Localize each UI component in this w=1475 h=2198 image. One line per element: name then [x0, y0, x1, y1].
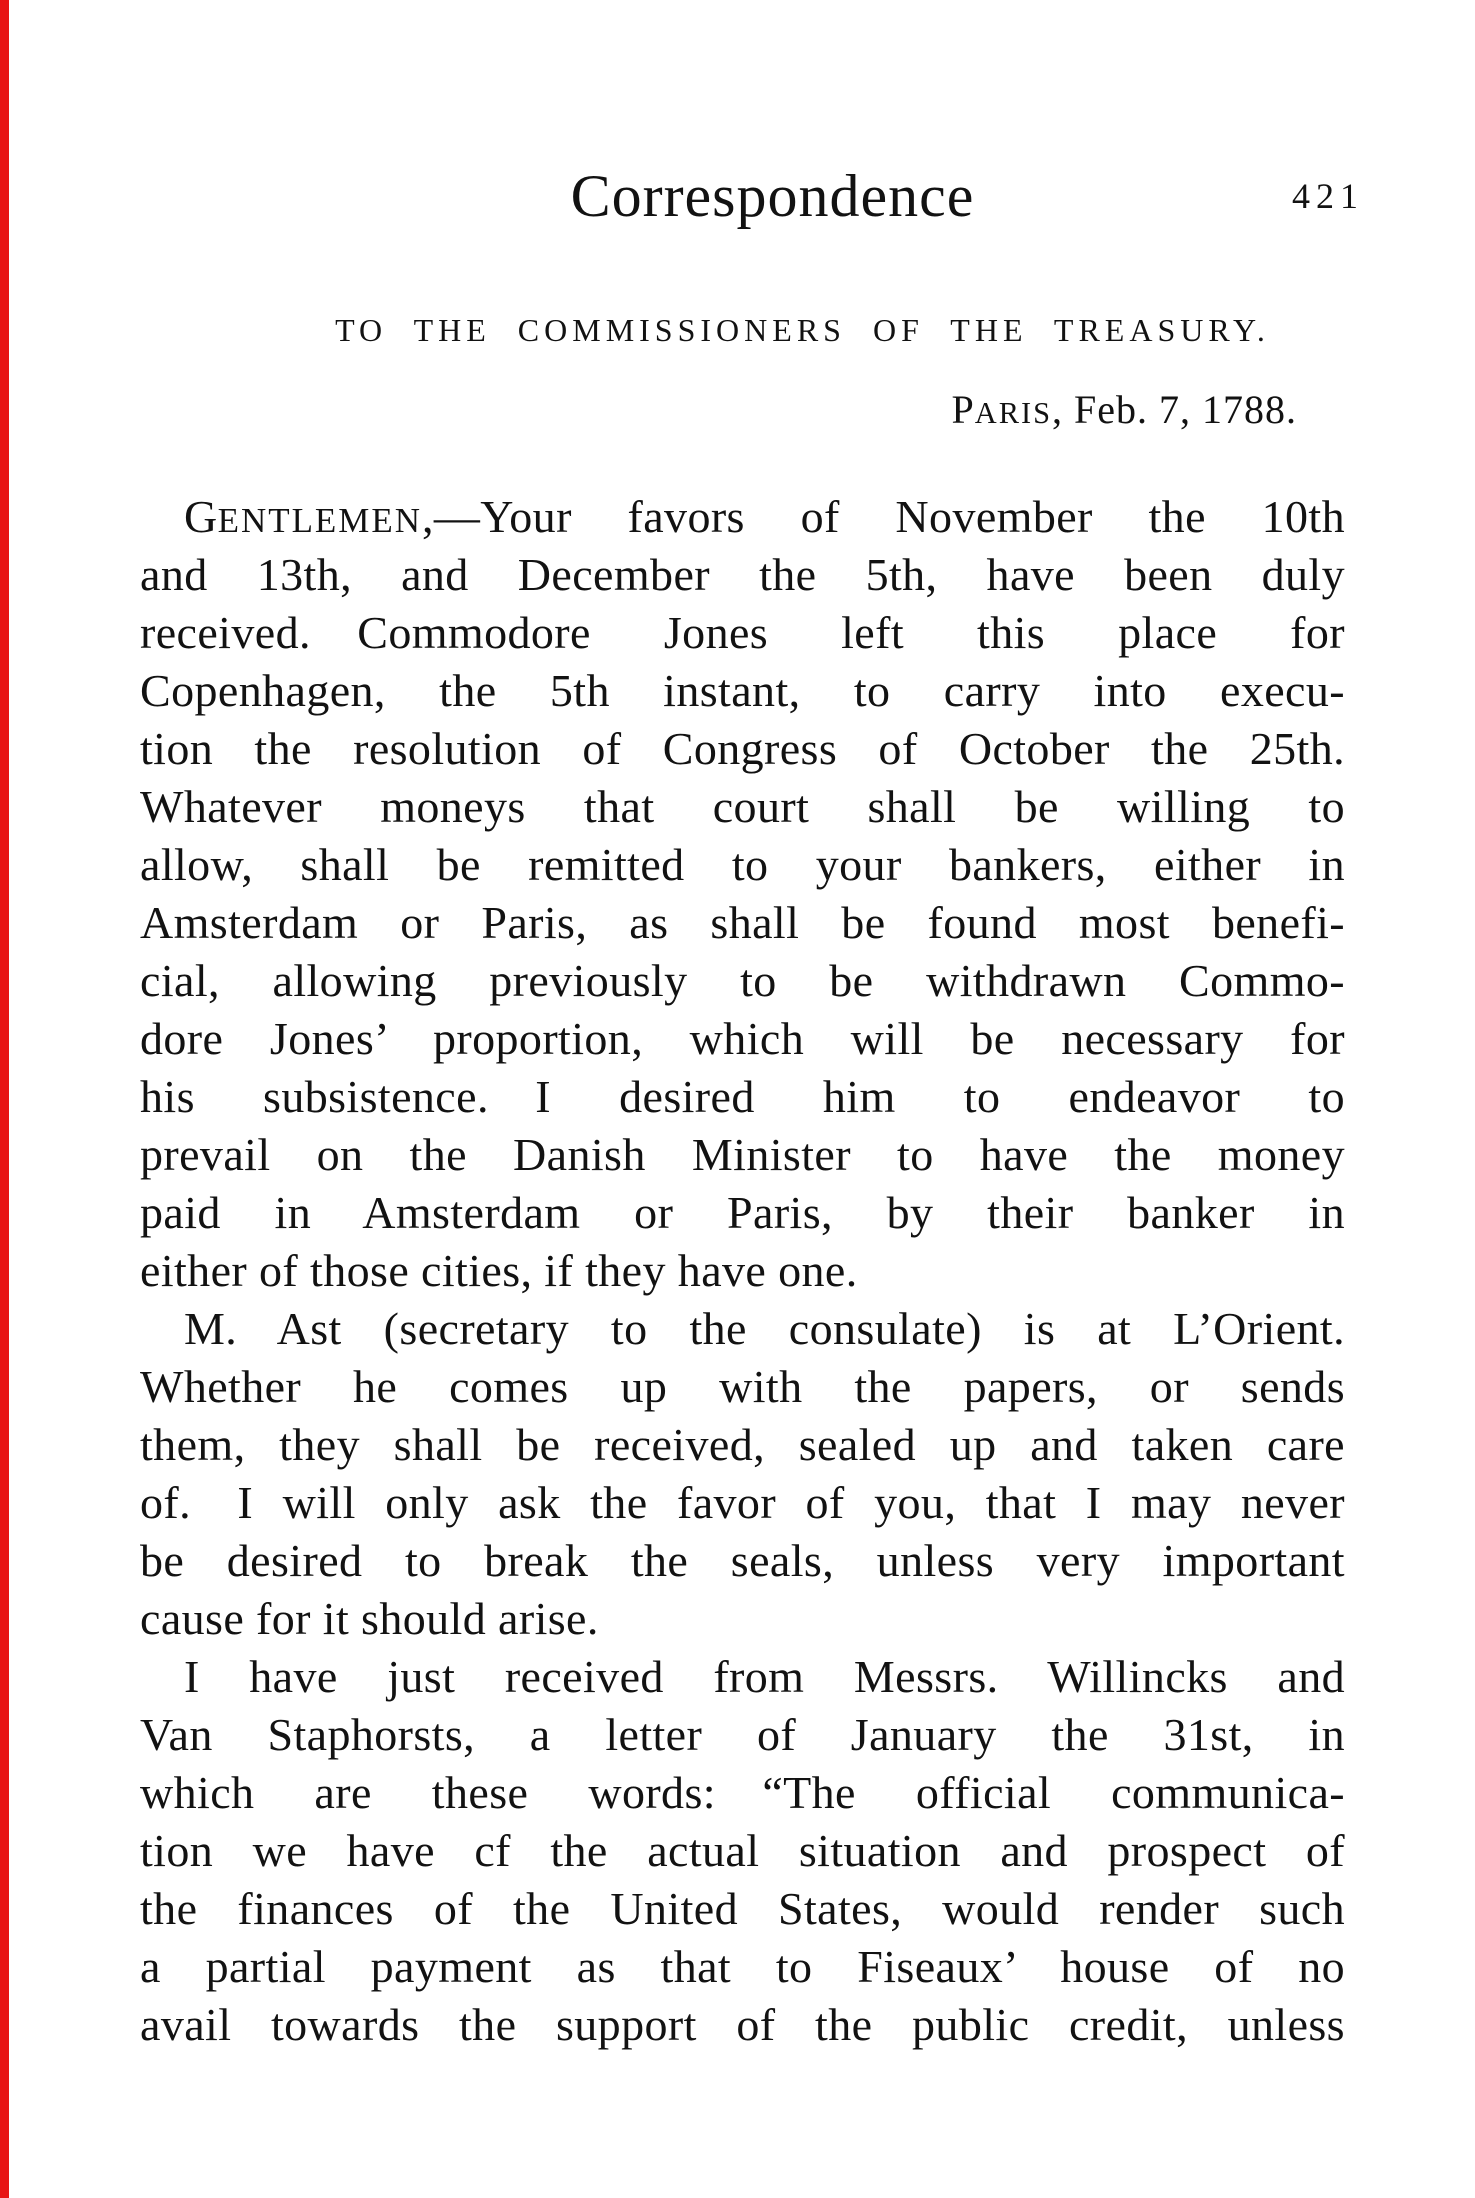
page-number: 421: [1292, 176, 1364, 216]
text-line: Whether he comes up with the papers, or sends: [140, 1361, 1345, 1412]
dateline-place-smallcaps: ARIS: [974, 396, 1052, 430]
scan-edge-red-stripe: [0, 0, 9, 2198]
text-line: cial, allowing previously to be withdrawn Commo-: [140, 955, 1345, 1006]
smallcaps-lead-capital: G: [184, 491, 218, 542]
text-line: Copenhagen, the 5th instant, to carry into execu-: [140, 665, 1345, 716]
text-line: Van Staphorsts, a letter of January the 31st, in: [140, 1709, 1345, 1760]
text-line: Amsterdam or Paris, as shall be found most benefi-: [140, 897, 1345, 948]
paragraph: [140, 1300, 1345, 1648]
page-title: Correspondence: [570, 163, 975, 229]
text-line: cause for it should arise.: [140, 1593, 599, 1644]
letter-heading: TO THE COMMISSIONERS OF THE TREASURY.: [335, 312, 1270, 348]
text-line: I have just received from Messrs. Willincks and: [184, 1651, 1345, 1702]
text-line: which are these words: “The official communica-: [140, 1767, 1345, 1818]
text-line: prevail on the Danish Minister to have the money: [140, 1129, 1345, 1180]
text-line: avail towards the support of the public credit, unless: [140, 1999, 1345, 2050]
dateline: [140, 387, 1345, 432]
smallcaps-word: ENTLEMEN: [217, 501, 422, 540]
text-line: GENTLEMEN,—Your favors of November the 10th: [184, 491, 1345, 542]
paragraph: [140, 1648, 1345, 2054]
text-line: be desired to break the seals, unless very important: [140, 1535, 1345, 1586]
text-line: of. I will only ask the favor of you, that I may never: [140, 1477, 1345, 1528]
dateline-date: , Feb. 7, 1788.: [1052, 387, 1297, 432]
text-line: his subsistence. I desired him to endeavor to: [140, 1071, 1345, 1122]
text-line: Whatever moneys that court shall be willing to: [140, 781, 1345, 832]
text-line: the finances of the United States, would render such: [140, 1883, 1345, 1934]
letter-body: [140, 488, 1345, 2054]
text-line: either of those cities, if they have one.: [140, 1245, 858, 1296]
text-line: M. Ast (secretary to the consulate) is at L’Orient.: [184, 1303, 1345, 1354]
text-line: dore Jones’ proportion, which will be necessary for: [140, 1013, 1345, 1064]
text-line: tion the resolution of Congress of October the 25th.: [140, 723, 1345, 774]
text-line: tion we have cf the actual situation and prospect of: [140, 1825, 1345, 1876]
dateline-place-capital: P: [951, 387, 975, 432]
text-line: them, they shall be received, sealed up and taken care: [140, 1419, 1345, 1470]
text-line: and 13th, and December the 5th, have been duly: [140, 549, 1345, 600]
text-line: received. Commodore Jones left this place for: [140, 607, 1345, 658]
text-line: paid in Amsterdam or Paris, by their banker in: [140, 1187, 1345, 1238]
paragraph: [140, 488, 1345, 1300]
text-line: allow, shall be remitted to your bankers, either in: [140, 839, 1345, 890]
text-line: a partial payment as that to Fiseaux’ house of no: [140, 1941, 1345, 1992]
